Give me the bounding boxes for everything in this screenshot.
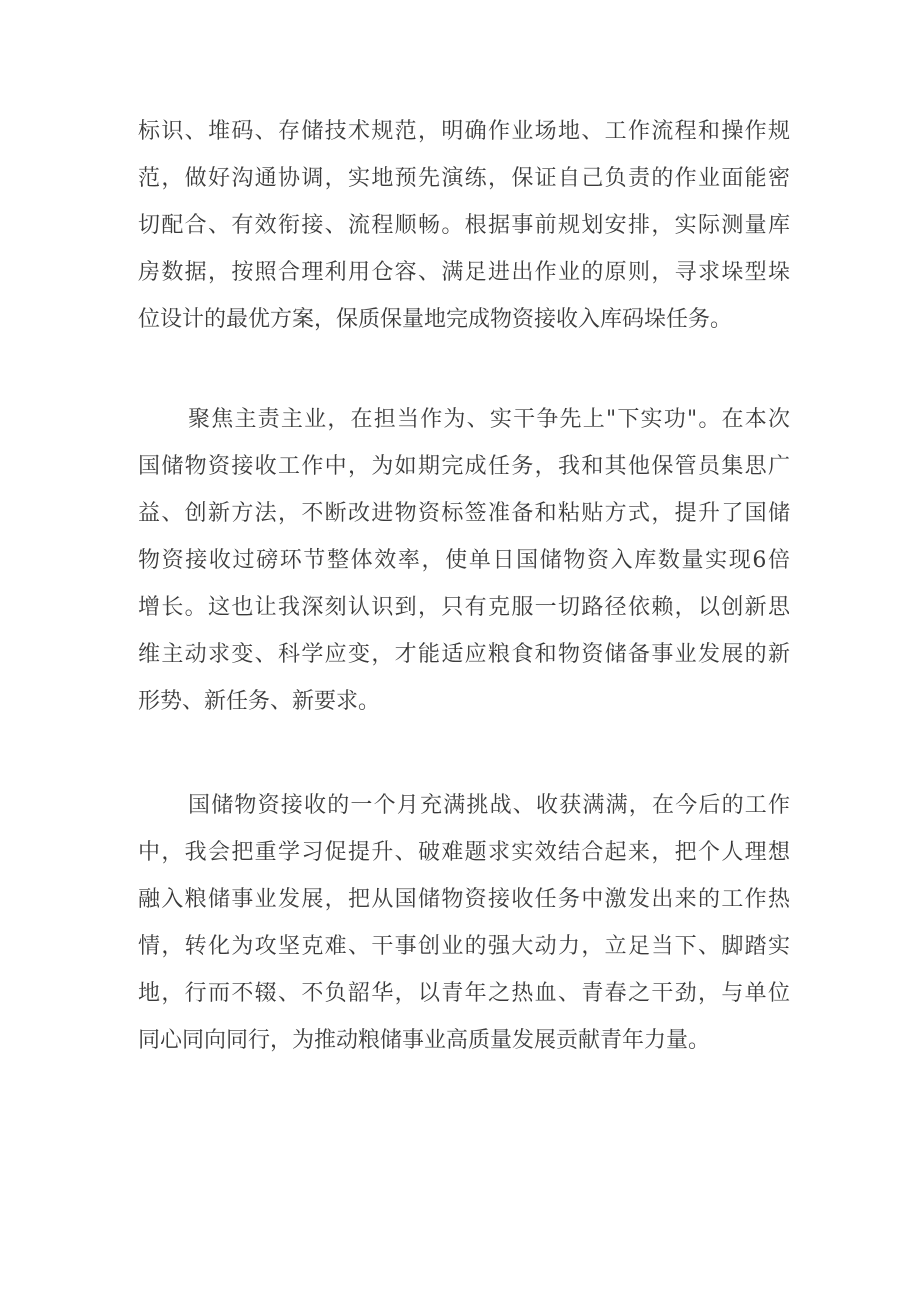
- paragraph-line: 融入粮储事业发展，把从国储物资接收任务中激发出来的工作热: [138, 887, 790, 912]
- paragraph-line: 范，做好沟通协调，实地预先演练，保证自己负责的作业面能密: [138, 166, 790, 191]
- paragraph-line: 位设计的最优方案，保质保量地完成物资接收入库码垛任务。: [138, 307, 733, 332]
- paragraph-line: 增长。这也让我深刻认识到，只有克服一切路径依赖，以创新思: [138, 595, 790, 620]
- paragraph-line: 益、创新方法，不断改进物资标签准备和粘贴方式，提升了国储: [138, 501, 790, 526]
- paragraph-line: 聚焦主责主业，在担当作为、实干争先上"下实功"。在本次: [188, 407, 790, 432]
- paragraph-line: 房数据，按照合理利用仓容、满足进出作业的原则，寻求垛型垛: [138, 260, 790, 285]
- paragraph-line: 标识、堆码、存储技术规范，明确作业场地、工作流程和操作规: [138, 119, 790, 144]
- paragraph-line: 切配合、有效衔接、流程顺畅。根据事前规划安排，实际测量库: [138, 213, 790, 238]
- paragraph-line: 国储物资接收的一个月充满挑战、收获满满，在今后的工作: [188, 793, 790, 818]
- paragraph-line: 物资接收过磅环节整体效率，使单日国储物资入库数量实现6倍: [138, 548, 790, 573]
- paragraph-line: 国储物资接收工作中，为如期完成任务，我和其他保管员集思广: [138, 454, 790, 479]
- paragraph-line: 地，行而不辍、不负韶华，以青年之热血、青春之干劲，与单位: [138, 981, 790, 1006]
- paragraph-line: 中，我会把重学习促提升、破难题求实效结合起来，把个人理想: [138, 840, 790, 865]
- paragraph-line: 形势、新任务、新要求。: [138, 689, 381, 714]
- paragraph-line: 维主动求变、科学应变，才能适应粮食和物资储备事业发展的新: [138, 642, 790, 667]
- paragraph-line: 同心同向同行，为推动粮储事业高质量发展贡献青年力量。: [138, 1028, 711, 1053]
- paragraph-line: 情，转化为攻坚克难、干事创业的强大动力，立足当下、脚踏实: [138, 934, 790, 959]
